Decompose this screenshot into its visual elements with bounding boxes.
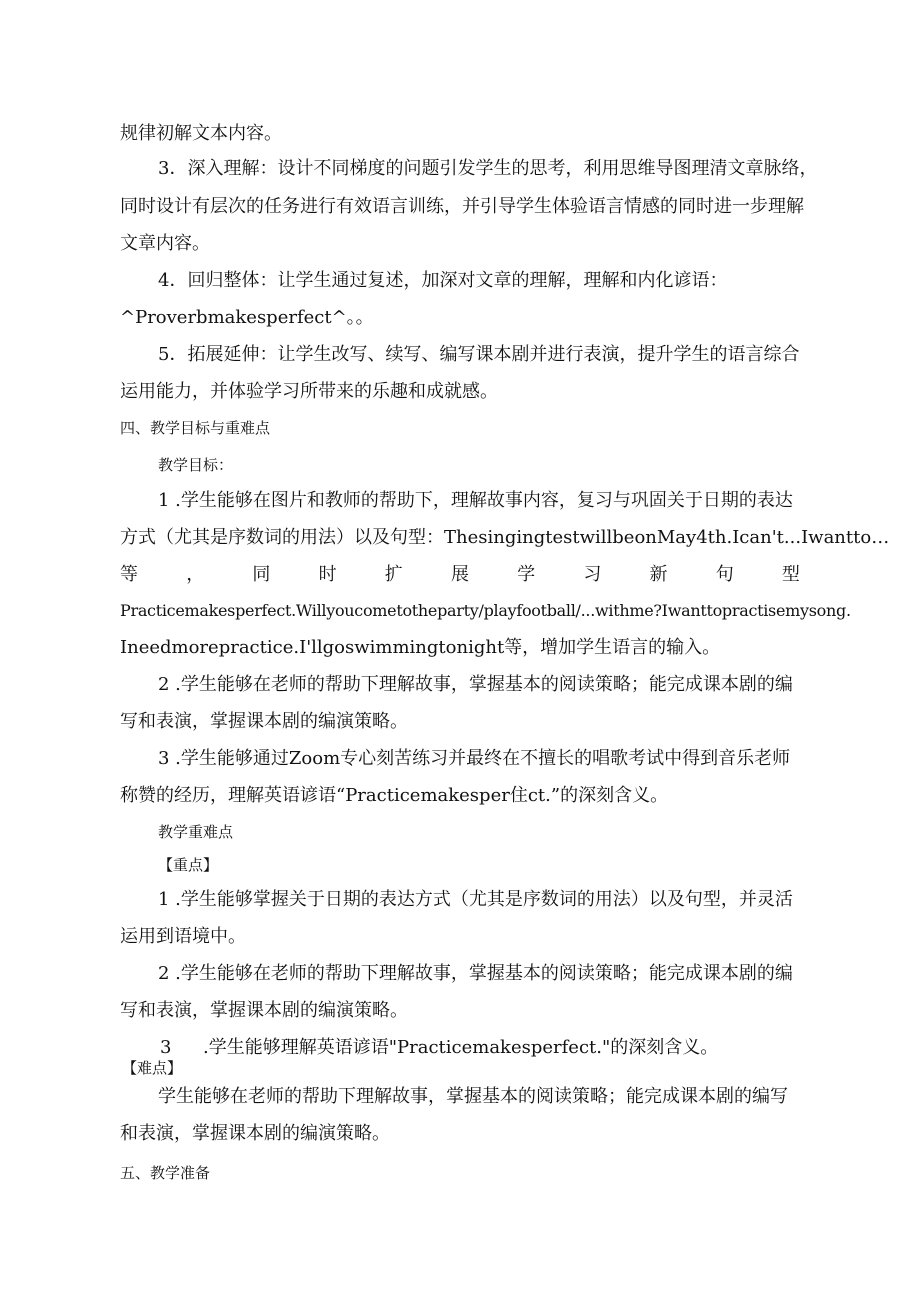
goal1-line-3 xyxy=(120,563,800,587)
word: 型 xyxy=(781,564,800,585)
section5-heading: 五、教学准备 xyxy=(120,1164,211,1182)
word: 新 xyxy=(649,564,668,585)
goal1-line-5: Ineedmorepractice.I'llgoswimmingtonight等，增加学生语言的输入。 xyxy=(120,637,721,658)
word: 扩 xyxy=(384,564,403,585)
key1-line-2: 运用到语境中。 xyxy=(120,926,246,947)
difficulty-label: 【难点】 xyxy=(122,1059,183,1077)
word: 等 xyxy=(120,564,138,585)
section4-heading: 四、教学目标与重难点 xyxy=(120,419,271,437)
goal3-line-1: 3 .学生能够通过Zoom专心刻苦练习并最终在不擅长的唱歌考试中得到音乐老师 xyxy=(158,748,791,769)
key-label: 【重点】 xyxy=(158,856,219,874)
step5-line-2: 运用能力，并体验学习所带来的乐趣和成就感。 xyxy=(120,381,498,402)
step3-line-3: 文章内容。 xyxy=(120,233,210,254)
difficulty-line-1: 学生能够在老师的帮助下理解故事，掌握基本的阅读策略；能完成课本剧的编写 xyxy=(158,1086,788,1107)
key1-line-1: 1 .学生能够掌握关于日期的表达方式（尤其是序数词的用法）以及句型，并灵活 xyxy=(158,889,793,910)
goal3-line-2: 称赞的经历，理解英语谚语“Practicemakesper住ct.”的深刻含义。 xyxy=(120,785,669,806)
word: 习 xyxy=(583,564,602,585)
step3-line-1: 3．深入理解：设计不同梯度的问题引发学生的思考，利用思维导图理清文章脉络， xyxy=(158,158,818,179)
step3-line-2: 同时设计有层次的任务进行有效语言训练，并引导学生体验语言情感的同时进一步理解 xyxy=(120,196,804,217)
word: 同 xyxy=(252,564,271,585)
step5-line-1: 5．拓展延伸：让学生改写、续写、编写课本剧并进行表演，提升学生的语言综合 xyxy=(158,344,800,365)
goal2-line-1: 2 .学生能够在老师的帮助下理解故事，掌握基本的阅读策略；能完成课本剧的编 xyxy=(158,674,793,695)
key2-line-1: 2 .学生能够在老师的帮助下理解故事，掌握基本的阅读策略；能完成课本剧的编 xyxy=(158,963,793,984)
goal1-line-1: 1 .学生能够在图片和教师的帮助下，理解故事内容，复习与巩固关于日期的表达 xyxy=(158,490,793,511)
step4-line-1: 4．回归整体：让学生通过复述，加深对文章的理解，理解和内化谚语： xyxy=(158,270,728,291)
keypoints-label: 教学重难点 xyxy=(158,823,234,841)
word: 展 xyxy=(450,564,469,585)
step4-line-2: ^Proverbmakesperfect^。。 xyxy=(120,307,374,328)
key3-number: 3 xyxy=(160,1037,172,1058)
paragraph-line: 规律初解文本内容。 xyxy=(120,123,282,144)
word: 句 xyxy=(715,564,734,585)
word: 学 xyxy=(517,564,536,585)
key2-line-2: 写和表演，掌握课本剧的编演策略。 xyxy=(120,1000,408,1021)
key3-line: .学生能够理解英语谚语"Practicemakesperfect."的深刻含义。 xyxy=(203,1037,719,1058)
word: ， xyxy=(186,564,205,585)
goal1-line-4: Practicemakesperfect.Willyoucometotheparty/playfootball/...withme?Iwanttopractisemysong. xyxy=(120,601,851,620)
word: 时 xyxy=(318,564,337,585)
goal1-line-2: 方式（尤其是序数词的用法）以及句型：ThesingingtestwillbeonMay4th.Ican't...Iwantto… xyxy=(120,527,890,548)
goal2-line-2: 写和表演，掌握课本剧的编演策略。 xyxy=(120,711,408,732)
goals-label: 教学目标： xyxy=(158,456,234,474)
difficulty-line-2: 和表演，掌握课本剧的编演策略。 xyxy=(120,1123,390,1144)
